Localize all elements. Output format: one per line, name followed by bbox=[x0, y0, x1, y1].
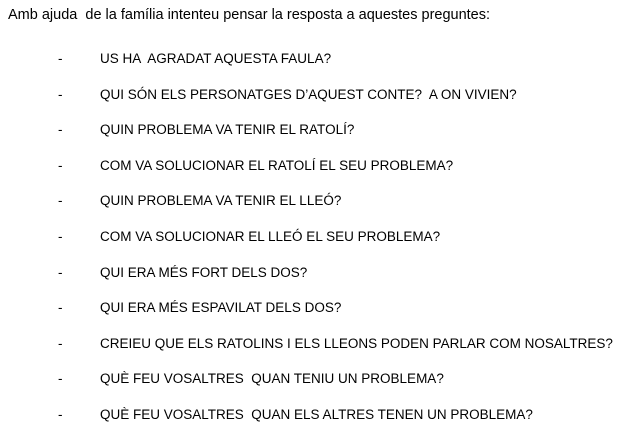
bullet-dash: - bbox=[58, 371, 63, 387]
bullet-dash: - bbox=[58, 406, 63, 422]
question-text: QUIN PROBLEMA VA TENIR EL LLEÓ? bbox=[100, 193, 342, 209]
question-text: QUI ERA MÉS FORT DELS DOS? bbox=[100, 264, 308, 280]
question-text: CREIEU QUE ELS RATOLINS I ELS LLEONS PODEN PARLAR COM NOSALTRES? bbox=[100, 335, 613, 351]
bullet-dash: - bbox=[58, 86, 63, 102]
question-item bbox=[0, 256, 640, 292]
intro-text: Amb ajuda de la família intenteu pensar la resposta a aquestes preguntes: bbox=[8, 7, 491, 23]
question-text: COM VA SOLUCIONAR EL LLEÓ EL SEU PROBLEMA? bbox=[100, 228, 441, 244]
question-text: US HA AGRADAT AQUESTA FAULA? bbox=[100, 51, 332, 66]
bullet-dash: - bbox=[58, 228, 63, 244]
question-text: COM VA SOLUCIONAR EL RATOLÍ EL SEU PROBLEMA? bbox=[100, 157, 454, 173]
bullet-dash: - bbox=[58, 335, 63, 351]
question-item bbox=[0, 42, 640, 78]
question-item bbox=[0, 220, 640, 256]
question-item bbox=[0, 78, 640, 114]
question-item bbox=[0, 398, 640, 434]
question-text: QUI ERA MÉS ESPAVILAT DELS DOS? bbox=[100, 300, 342, 316]
bullet-dash: - bbox=[58, 300, 63, 316]
bullet-dash: - bbox=[58, 264, 63, 280]
question-text: QUÈ FEU VOSALTRES QUAN ELS ALTRES TENEN UN PROBLEMA? bbox=[100, 406, 533, 422]
question-item bbox=[0, 327, 640, 363]
bullet-dash: - bbox=[58, 51, 63, 66]
question-item bbox=[0, 362, 640, 398]
question-item bbox=[0, 184, 640, 220]
question-list bbox=[0, 42, 640, 434]
question-item bbox=[0, 291, 640, 327]
question-text: QUIN PROBLEMA VA TENIR EL RATOLÍ? bbox=[100, 122, 355, 138]
question-item bbox=[0, 113, 640, 149]
question-text: QUÈ FEU VOSALTRES QUAN TENIU UN PROBLEMA? bbox=[100, 371, 444, 387]
bullet-dash: - bbox=[58, 157, 63, 173]
question-item bbox=[0, 149, 640, 185]
question-text: QUI SÓN ELS PERSONATGES D’AQUEST CONTE? A ON VIVIEN? bbox=[100, 86, 517, 102]
bullet-dash: - bbox=[58, 193, 63, 209]
bullet-dash: - bbox=[58, 122, 63, 138]
